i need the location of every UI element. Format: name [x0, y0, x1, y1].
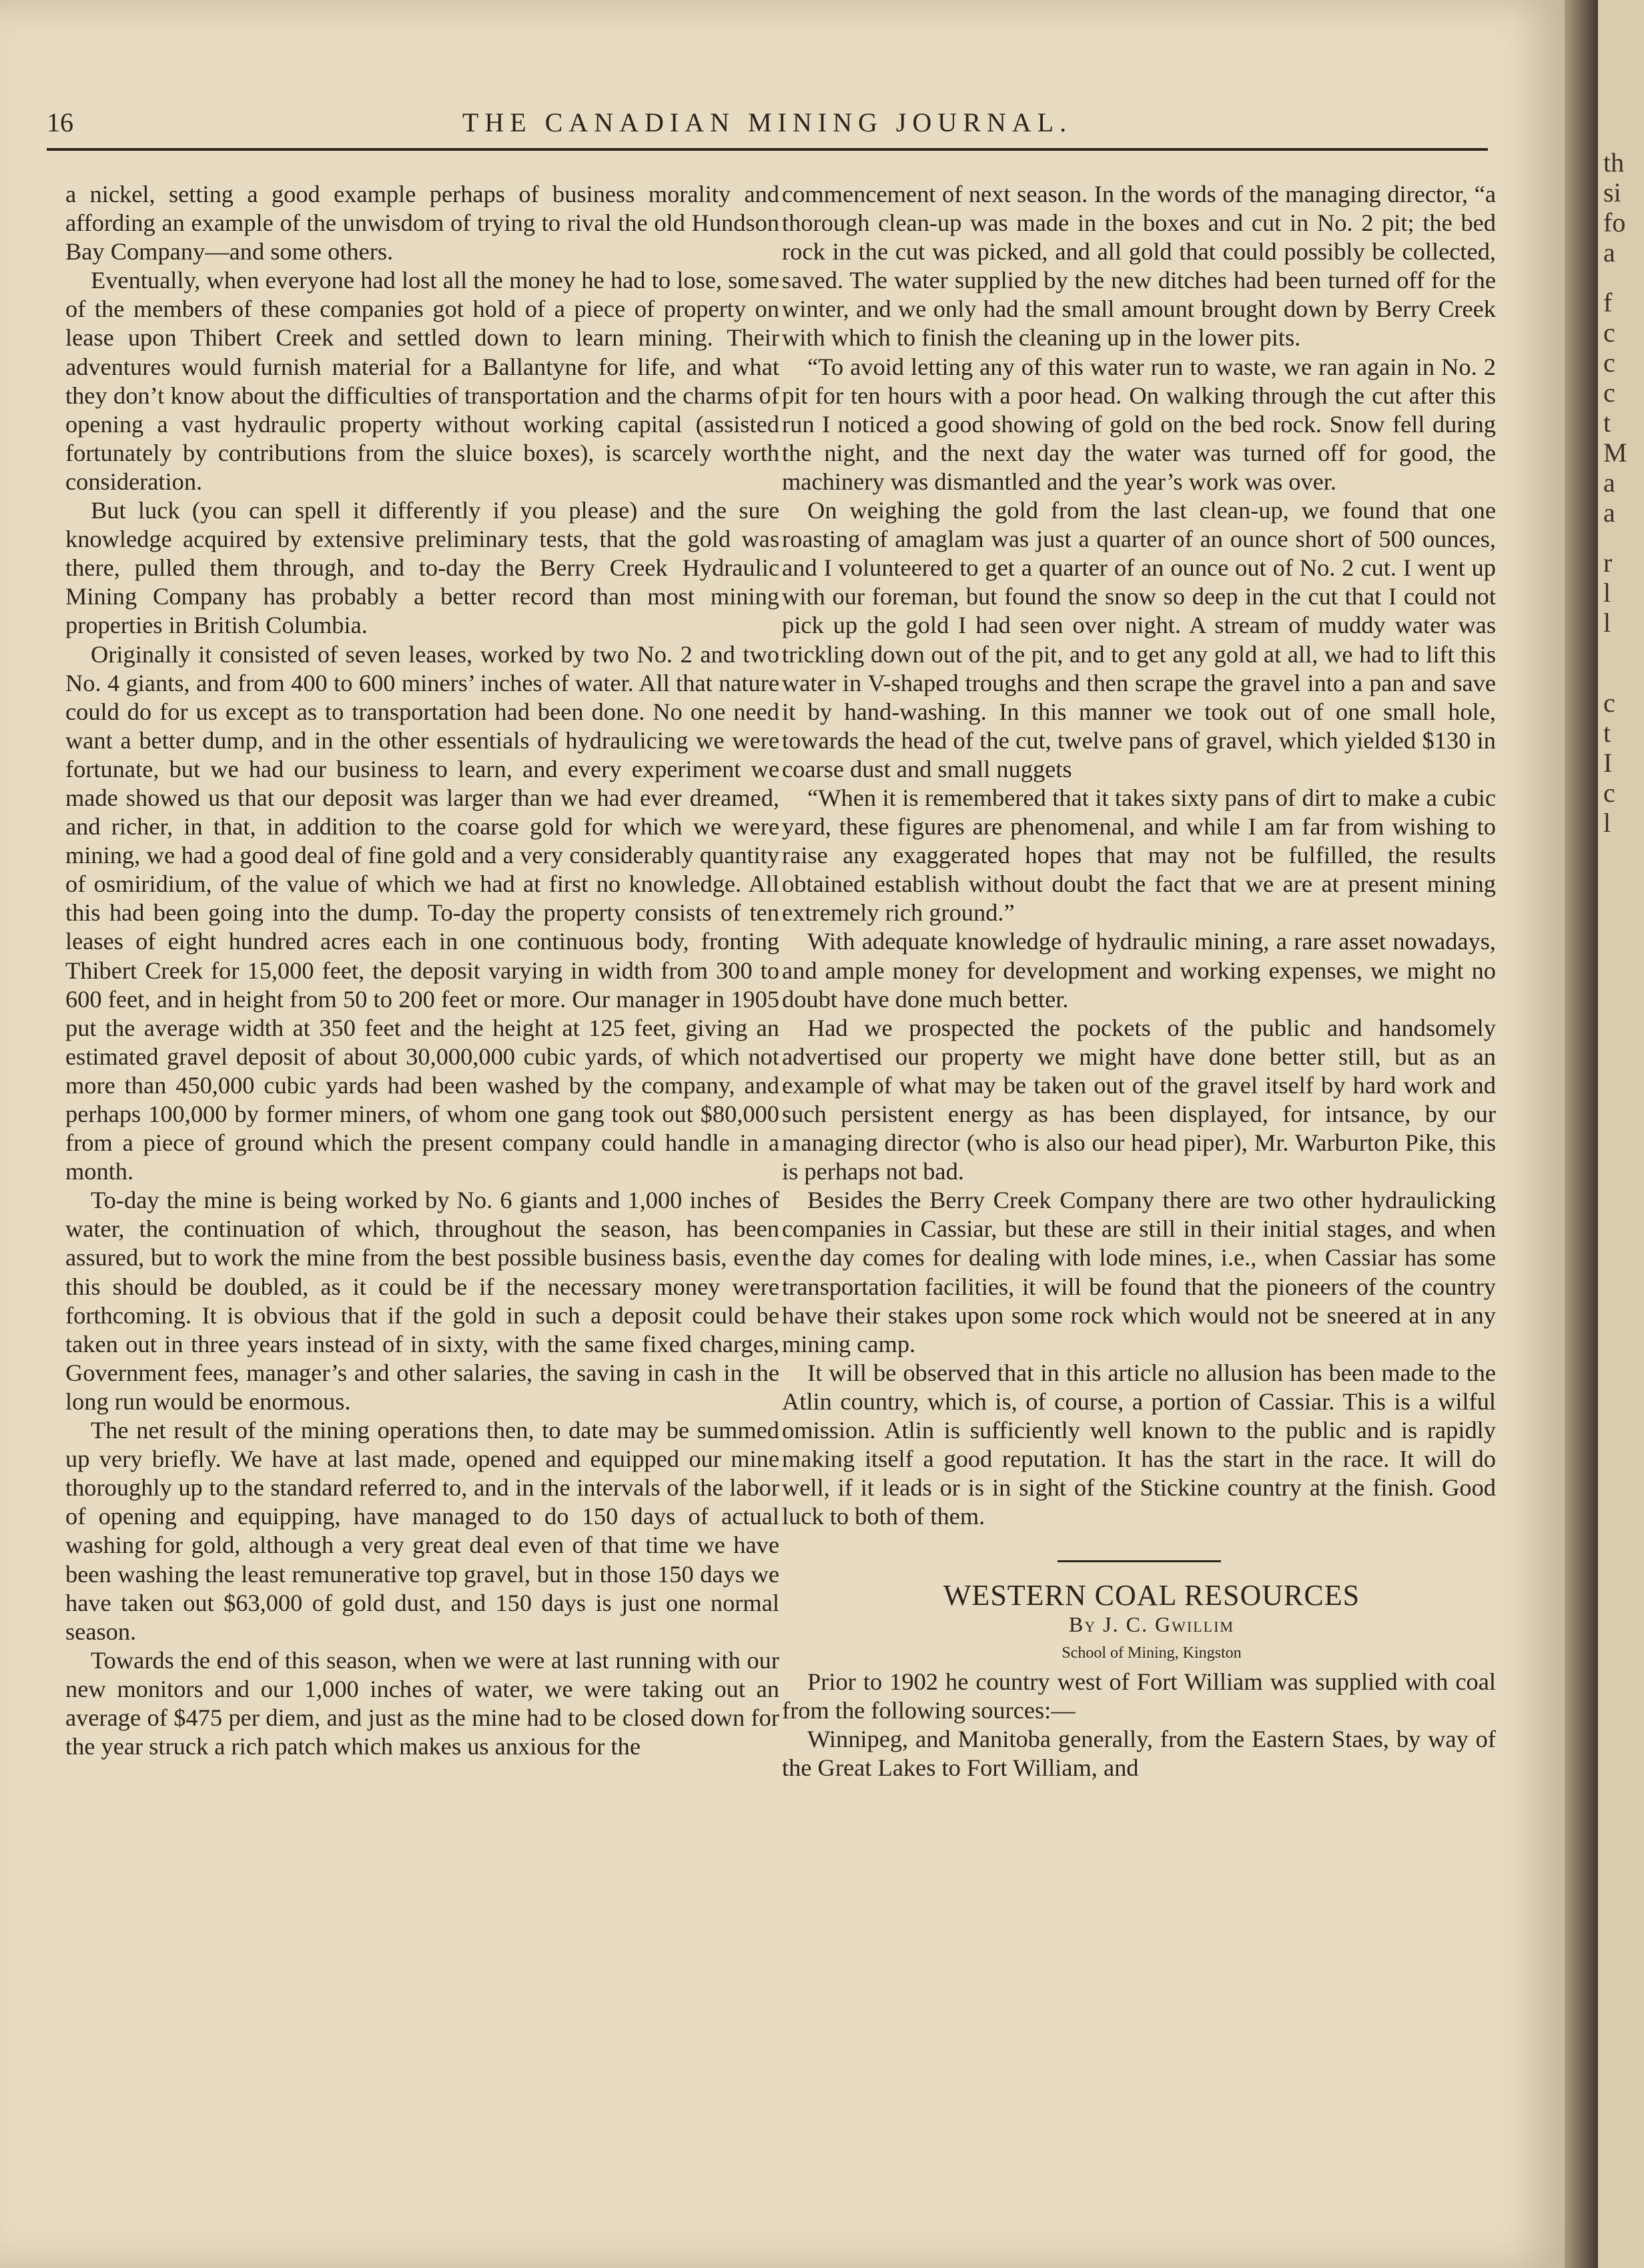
journal-title: THE CANADIAN MINING JOURNAL. [462, 107, 1073, 137]
paragraph: Towards the end of this season, when we were at last running with our new monitors and our 1,000 inches of water, we were taking out an average of $475 per diem, and just as the mine had to be closed down for the year struck a rich patch which makes us anxious for the [65, 1646, 779, 1760]
paragraph: Had we prospected the pockets of the public and handsomely advertised our property we might have done better still, but as an example of what may be taken out of the gravel itself by hard work and such persistent energy as has been displayed, for intsance, by our managing director (who is also our head piper), Mr. Warburton Pike, this is perhaps not bad. [782, 1014, 1496, 1185]
adjacent-page-fragment: f [1603, 288, 1613, 318]
paragraph: On weighing the gold from the last clean-up, we found that one roasting of amaglam was just a quarter of an ounce short of 500 ounces, and I volunteered to get a quarter of an ounce out of No. 2 cut. I went up with our foreman, but found the snow so deep in the cut that I could not pick up the gold I had seen over night. A stream of muddy water was trickling down out of the pit, and to get any gold at all, we had to lift this water in V-shaped troughs and then scrape the gravel into a pan and save it by hand-washing. In this manner we took out of one small hole, towards the head of the cut, twelve pans of gravel, which yielded $130 in coarse dust and small nuggets [782, 497, 1496, 782]
adjacent-page-fragment: c [1603, 318, 1615, 348]
adjacent-page-fragment: l [1603, 578, 1611, 608]
article-title: WESTERN COAL RESOURCES [943, 1579, 1360, 1612]
page-number: 16 [47, 107, 73, 137]
running-header [47, 107, 1488, 147]
paragraph: “To avoid letting any of this water run to waste, we ran again in No. 2 pit for ten hours with a poor head. On walking through the cut after this run I noticed a good showing of gold on the bed rock. Snow fell during the night, and the next day the water was turned off for good, the machinery was dismantled and the year’s work was over. [782, 353, 1496, 495]
paragraph: Eventually, when everyone had lost all the money he had to lose, some of the members of these companies got hold of a piece of property on lease upon Thibert Creek and settled down to learn mining. Their adventures would furnish material for a Ballantyne for life, and what they don’t know about the difficulties of transportation and the charms of opening a vast hydraulic property without working capital (assisted fortunately by contributions from the sluice boxes), is scarcely worth consideration. [65, 267, 779, 495]
paragraph: Besides the Berry Creek Company there are two other hydraulicking companies in Cassiar, but these are still in their initial stages, and when the day comes for dealing with lode mines, i.e., when Cassiar has some transportation facilities, it will be found that the pioneers of the country have their stakes upon some rock which would not be sneered at in any mining camp. [782, 1187, 1496, 1357]
adjacent-page-fragment: t [1603, 408, 1611, 438]
adjacent-page-edge [1598, 0, 1644, 2268]
paragraph: a nickel, setting a good example perhaps of business morality and affording an example of the unwisdom of trying to rival the old Hundson Bay Company—and some others. [65, 181, 779, 265]
adjacent-page-fragment: I [1603, 748, 1613, 778]
paragraph: But luck (you can spell it differently if you please) and the sure knowledge acquired by extensive preliminary tests, that the gold was there, pulled them through, and to-day the Berry Creek Hydraulic Mining Company has probably a better record than most mining properties in British Columbia. [65, 497, 779, 639]
adjacent-page-fragment: a [1603, 498, 1615, 528]
author-affiliation: School of Mining, Kingston [1062, 1644, 1242, 1662]
adjacent-page-fragment: a [1603, 468, 1615, 498]
adjacent-page-fragment: t [1603, 718, 1611, 748]
adjacent-page-fragment: si [1603, 177, 1621, 207]
adjacent-page-fragment: c [1603, 378, 1615, 408]
paragraph: With adequate knowledge of hydraulic mining, a rare asset nowadays, and ample money for development and working expenses, we might no doubt have done much better. [782, 928, 1496, 1013]
adjacent-page-fragment: l [1603, 808, 1611, 838]
article-divider [1058, 1560, 1221, 1562]
paragraph: It will be observed that in this article no allusion has been made to the Atlin country, which is, of course, a portion of Cassiar. This is a wilful omission. Atlin is sufficiently well known to the public and is rapidly making itself a good reputation. It has the start in the race. It will do well, if it leads or is in sight of the Stickine country at the finish. Good luck to both of them. [782, 1359, 1496, 1530]
adjacent-page-fragment: c [1603, 688, 1615, 718]
paragraph: Originally it consisted of seven leases, worked by two No. 2 and two No. 4 giants, and from 400 to 600 miners’ inches of water. All that nature could do for us except as to transportation had been done. No one need want a better dump, and in the other essentials of hydraulicing we were fortunate, but we had our business to learn, and every experiment we made showed us that our deposit was larger than we had ever dreamed, and richer, in that, in addition to the coarse gold for which we were mining, we had a good deal of fine gold and a very considerably quantity of osmiridium, of the value of which we had at first no knowledge. All this had been going into the dump. To-day the property consists of ten leases of eight hundred acres each in one continuous body, fronting Thibert Creek for 15,000 feet, the deposit varying in width from 300 to 600 feet, and in height from 50 to 200 feet or more. Our manager in 1905 put the average width at 350 feet and the height at 125 feet, giving an estimated gravel deposit of about 30,000,000 cubic yards, of which not more than 450,000 cubic yards had been washed by the company, and perhaps 100,000 by former miners, of whom one gang took out $80,000 from a piece of ground which the present company could handle in a month. [65, 640, 779, 1185]
paragraph: Prior to 1902 he country west of Fort William was supplied with coal from the following sources:— [782, 1668, 1496, 1724]
paragraph: commencement of next season. In the words of the managing director, “a thorough clean-up was made in the boxes and cut in No. 2 pit; the bed rock in the cut was picked, and all gold that could possibly be collected, saved. The water supplied by the new ditches had been turned off for the winter, and we only had the small amount brought down by Berry Creek with which to finish the cleaning up in the lower pits. [782, 181, 1496, 352]
adjacent-page-fragment: r [1603, 548, 1613, 578]
right-column [782, 180, 1496, 1782]
paragraph: “When it is remembered that it takes sixty pans of dirt to make a cubic yard, these figures are phenomenal, and while I am far from wishing to raise any exaggerated hopes that may not be fulfilled, the results obtained establish without doubt the fact that we are at present mining extremely rich ground.” [782, 784, 1496, 927]
book-gutter [1565, 0, 1598, 2268]
adjacent-page-fragment: c [1603, 778, 1615, 808]
adjacent-page-fragment: l [1603, 608, 1611, 638]
header-rule [47, 148, 1488, 151]
adjacent-page-fragment: c [1603, 348, 1615, 378]
paragraph: Winnipeg, and Manitoba generally, from the Eastern Staes, by way of the Great Lakes to Fort William, and [782, 1725, 1496, 1781]
paragraph: To-day the mine is being worked by No. 6 giants and 1,000 inches of water, the continuation of which, throughout the season, has been assured, but to work the mine from the best possible business basis, even this should be doubled, as it could be if the necessary money were forthcoming. It is obvious that if the gold in such a deposit could be taken out in three years instead of in sixty, with the same fixed charges, Government fees, manager’s and other salaries, the saving in cash in the long run would be enormous. [65, 1187, 779, 1415]
adjacent-page-fragment: th [1603, 147, 1625, 177]
adjacent-page-fragment: a [1603, 237, 1615, 267]
adjacent-page-fragment: M [1603, 438, 1627, 468]
left-column [65, 180, 779, 1761]
paragraph: The net result of the mining operations then, to date may be summed up very briefly. We have at last made, opened and equipped our mine thoroughly up to the standard referred to, and in the intervals of the labor of opening and equipping, have managed to do 150 days of actual washing for gold, although a very great deal even of that time we have been washing the least remunerative top gravel, but in those 150 days we have taken out $63,000 of gold dust, and 150 days is just one normal season. [65, 1417, 779, 1645]
adjacent-page-fragment: fo [1603, 207, 1626, 237]
article-byline: By J. C. Gwillim [1069, 1612, 1234, 1636]
